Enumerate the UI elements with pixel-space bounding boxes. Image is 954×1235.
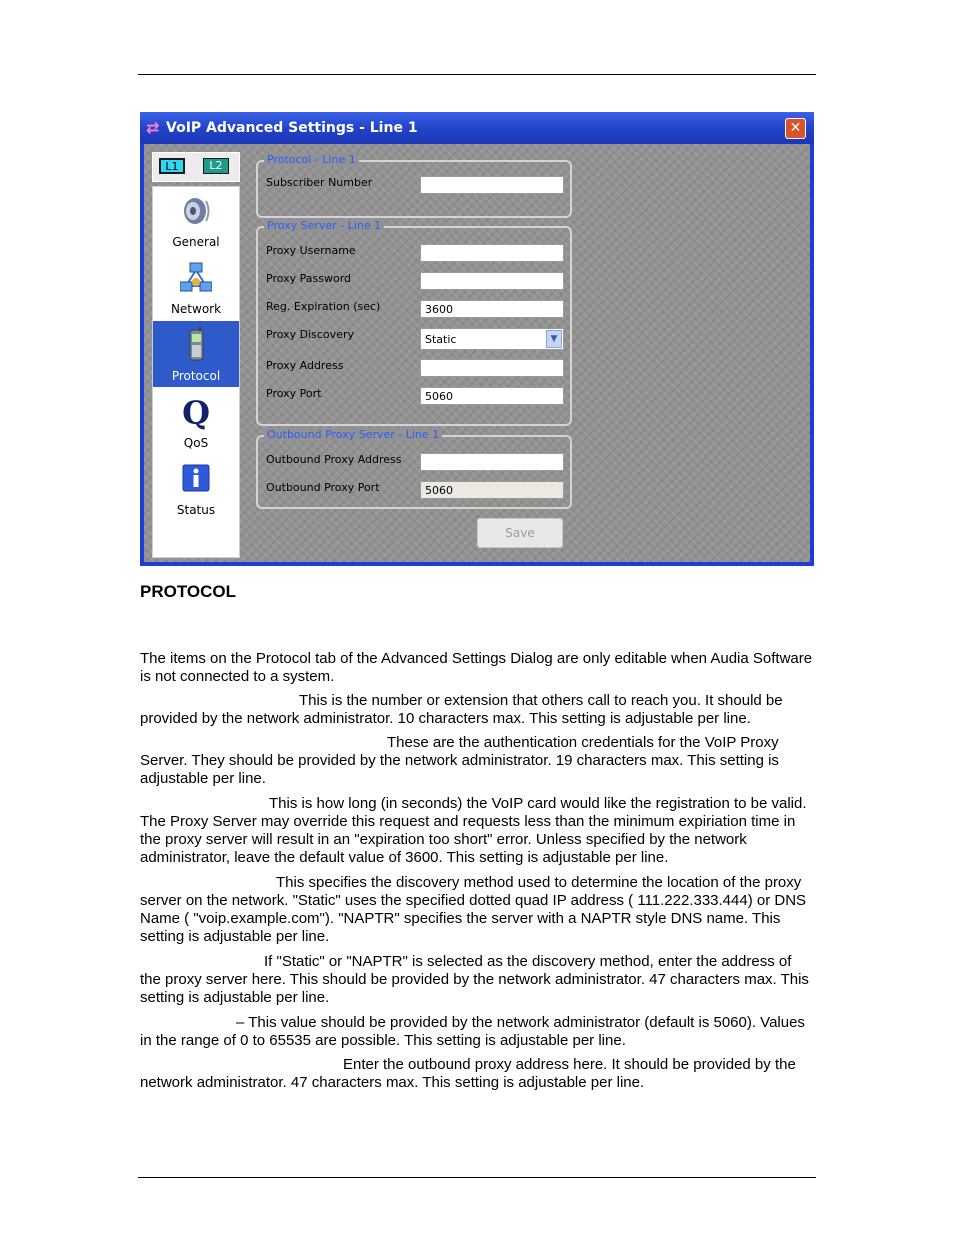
proxy-username-label: Proxy Username	[266, 244, 356, 257]
proxy-group-legend: Proxy Server - Line 1	[264, 219, 384, 232]
outbound-proxy-address-input[interactable]	[420, 453, 564, 471]
title-bar[interactable]	[140, 112, 814, 144]
outbound-text-wrap	[140, 1056, 815, 1092]
discovery-text: This specifies the discovery method used to determine the location of the proxy server on the network. "Static" uses the specified dotted quad IP address ( 111.222.333.444) or DNS Name ( "voip.example.com"). "NAPTR" specifies the server with a NAPTR style DNS name. This setting is adjustable per line.	[140, 874, 807, 945]
nav-item-status[interactable]	[153, 455, 239, 521]
tab-line-1[interactable]: L1	[159, 158, 185, 174]
port-text-wrap	[140, 1014, 815, 1050]
close-icon: ✕	[789, 120, 802, 136]
intro-text: The items on the Protocol tab of the Advanced Settings Dialog are only editable when Audia Software is not connected to a system.	[140, 650, 813, 685]
nav-item-qos[interactable]	[153, 388, 239, 454]
protocol-group-legend: Protocol - Line 1	[264, 153, 359, 166]
discovery-text-wrap	[140, 874, 815, 946]
subscriber-paragraph	[140, 692, 815, 728]
header-rule	[138, 74, 816, 75]
subscriber-number-label: Subscriber Number	[266, 176, 373, 189]
chevron-down-icon[interactable]: ▼	[546, 330, 562, 348]
subscriber-text: This is the number or extension that others call to reach you. It should be provided by the network administrator. 10 characters max. This setting is adjustable per line.	[140, 692, 783, 727]
dialog-client-area	[144, 144, 810, 562]
network-icon	[180, 260, 212, 296]
section-heading: PROTOCOL	[140, 582, 237, 601]
address-text: If "Static" or "NAPTR" is selected as the discovery method, enter the address of the proxy server here. This should be provided by the network administrator. 47 characters max. This setting is adjustable per line.	[140, 953, 809, 1006]
line-tabs	[152, 152, 240, 182]
expiration-paragraph	[140, 795, 815, 867]
nav-label-status: Status	[176, 503, 216, 517]
arrows-icon: ⇄	[146, 118, 160, 137]
proxy-address-label: Proxy Address	[266, 359, 344, 372]
svg-text:Q: Q	[182, 394, 210, 430]
outbound-group-legend: Outbound Proxy Server - Line 1	[264, 428, 442, 441]
settings-nav	[152, 186, 240, 558]
nav-label-qos: QoS	[183, 436, 209, 450]
proxy-port-input[interactable]: 5060	[420, 387, 564, 405]
reg-expiration-label: Reg. Expiration (sec)	[266, 300, 381, 313]
save-button[interactable]: Save	[477, 518, 563, 548]
proxy-discovery-label: Proxy Discovery	[266, 328, 354, 341]
nav-label-general: General	[172, 235, 220, 249]
outbound-proxy-port-label: Outbound Proxy Port	[266, 481, 380, 494]
outbound-text: Enter the outbound proxy address here. It should be provided by the network administrator. 47 characters max. This setting is adjustable per line.	[140, 1056, 796, 1091]
nav-label-protocol: Protocol	[171, 369, 221, 383]
tab-line-2[interactable]: L2	[203, 158, 229, 174]
credentials-text: These are the authentication credentials for the VoIP Proxy Server. They should be provided by the network administrator. 19 characters max. This setting is adjustable per line.	[140, 734, 779, 787]
expiration-text: This is how long (in seconds) the VoIP card would like the registration to be valid. The Proxy Server may override this request and requests less than the minimum expiriation time in the proxy server will result in an "expiration too short" error. Unless specified by the network administrator, leave the default value of 3600. This setting is adjustable per line.	[140, 795, 807, 866]
proxy-port-label: Proxy Port	[266, 387, 322, 400]
info-icon	[180, 461, 212, 497]
outbound-proxy-address-label: Outbound Proxy Address	[266, 453, 402, 466]
proxy-server-group	[256, 219, 572, 426]
proxy-discovery-select[interactable]	[420, 328, 564, 350]
proxy-address-input[interactable]	[420, 359, 564, 377]
proxy-discovery-value: Static	[425, 333, 457, 346]
address-paragraph	[140, 953, 815, 1007]
port-text: – This value should be provided by the network administrator (default is 5060). Values in the range of 0 to 65535 are possible. This setting is adjustable per line.	[140, 1014, 805, 1049]
footer-rule	[138, 1177, 816, 1178]
credentials-paragraph	[140, 734, 815, 788]
reg-expiration-input[interactable]: 3600	[420, 300, 564, 318]
nav-item-network[interactable]	[153, 254, 239, 320]
protocol-group	[256, 153, 572, 218]
credentials-text-wrap	[140, 734, 815, 788]
proxy-username-input[interactable]	[420, 244, 564, 262]
voip-advanced-settings-dialog	[140, 112, 814, 566]
subscriber-text-wrap	[140, 692, 815, 728]
proxy-password-label: Proxy Password	[266, 272, 352, 285]
phone-icon	[180, 327, 212, 363]
nav-item-protocol[interactable]	[153, 321, 239, 387]
outbound-proxy-group	[256, 428, 572, 509]
dialog-title: VoIP Advanced Settings - Line 1	[166, 120, 418, 136]
port-paragraph	[140, 1014, 815, 1050]
expiration-text-wrap	[140, 795, 815, 867]
speaker-icon	[180, 193, 212, 229]
proxy-password-input[interactable]	[420, 272, 564, 290]
subscriber-number-input[interactable]	[420, 176, 564, 194]
discovery-paragraph	[140, 874, 815, 946]
nav-label-network: Network	[170, 302, 222, 316]
nav-item-general[interactable]	[153, 187, 239, 253]
address-text-wrap	[140, 953, 815, 1007]
outbound-proxy-port-input: 5060	[420, 481, 564, 499]
close-button[interactable]	[785, 118, 806, 139]
intro-paragraph	[140, 650, 815, 686]
qos-icon	[180, 394, 212, 430]
outbound-paragraph	[140, 1056, 815, 1092]
